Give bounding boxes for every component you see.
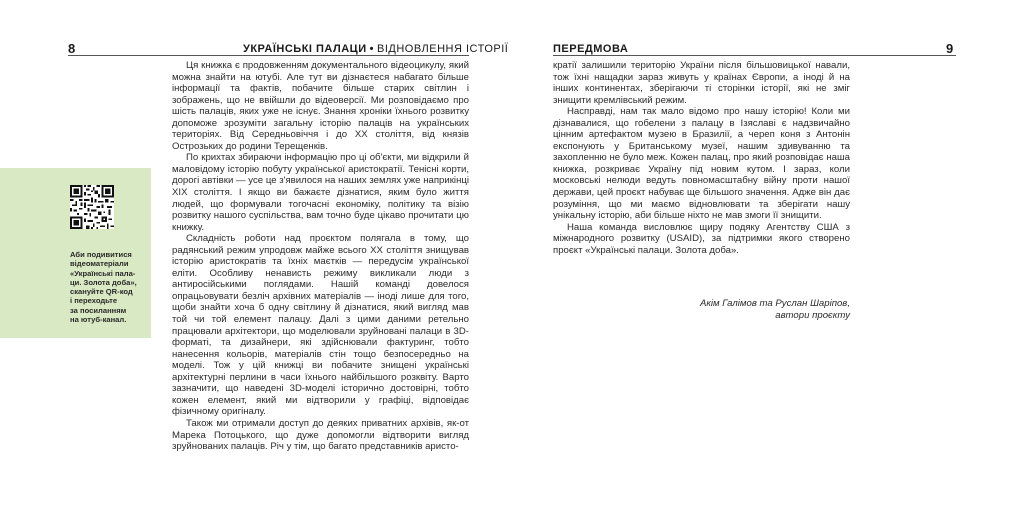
right-page xyxy=(512,0,1024,524)
paragraph: По крихтах збираючи інформацію про ці об'єкти, ми відкрили й маловідому історію побуту української аристократії. Тенісні корти, дорогі автівки — усе це з'явилося на наших землях уже наприкінці XIX століття. І якщо ви бажаєте дізнатися, яким було життя людей, що формували тогочасні економіку, політику та візію розвитку нашого суспільства, вам точно буде цікаво прочитати цю книжку. xyxy=(172,152,469,233)
header-rule-right xyxy=(553,55,956,56)
sidebar-note xyxy=(70,250,148,324)
sidebar-note-line: Аби подивитися xyxy=(70,250,132,259)
paragraph: Ця книжка є продовженням документального відеоцикулу, який можна знайти на ютубі. Але тут ви дізнаєтеся набагато більше інформації та фактів, побачите більше старих світлин і зображень, що не ввійшли до відеоверсії. Ми розповідаємо про шість палаців, яких уже не існує. Знання хроніки їхнього розвитку допоможе зрозуміти загальну історію палаців на українських територіях. Від Середньовіччя і до XX століття, від князів Острозьких до родини Терещенків. xyxy=(172,60,469,152)
running-head-left-part2: ВІДНОВЛЕННЯ ІСТОРІЇ xyxy=(376,43,509,55)
sidebar-note-line: на ютуб-канал. xyxy=(70,315,127,325)
running-head-bullet: • xyxy=(369,43,374,55)
page-number-right: 9 xyxy=(946,41,954,56)
running-head-right: ПЕРЕДМОВА xyxy=(553,43,629,55)
sidebar-note-line: і переходьте xyxy=(70,296,118,306)
sidebar-note-line: відеоматеріали xyxy=(70,259,129,269)
running-head-left-part1: УКРАЇНСЬКІ ПАЛАЦИ xyxy=(243,43,367,55)
sidebar-note-line: «Українські пала- xyxy=(70,268,136,278)
paragraph: Складність роботи над проєктом полягала в тому, що радянський режим упродовж майже всього XX століття знищував історію аристократів та їхніх маєтків — передусім української еліти. Особливу ненависть режиму викликали люди з антиросійськими поглядами. Нашій команді довелося опрацьовувати безліч архівних матеріалів — іноді лише для того, щоби знайти хоча б одну світлину й дізнатися, який вигляд мав той чи той елемент палацу. Далі з цими даними ретельно працювали архітектори, що моделювали зруйновані палаци в 3D-форматі, та дизайнери, які здійснювали фактуринг, тобто нанесення кольорів, матеріалів стін тощо безпосередньо на моделі. Тож у цій книжці ви побачите знищені українські архітектурні перлини в часи їхнього найбільшого розквіту. Варто зазначити, що наведені 3D-моделі історично достовірні, тобто кожен елемент, який ми відтворили у графіці, відповідає фізичному оригіналу. xyxy=(172,233,469,418)
sidebar-note-line: за посиланням xyxy=(70,305,127,315)
running-head-left xyxy=(243,43,508,55)
paragraph: Насправді, нам так мало відомо про нашу історію! Коли ми дізнавалися, що гобелени з палацу в Ізяславі є надзвичайно цінним артефактом музею в Бразилії, а череп коня з Антонін експонують у Британському музеї, нашим здивуванню та захопленню не було меж. Кожен палац, про який розповідає наша книжка, розкриває Україну під новим кутом. І зараз, коли московські нелюди ведуть повномасштабну війну проти нашої держави, цей проєкт набуває ще більшого значення. Адже він дає розуміння, що ми маємо відновлювати та зберігати нашу унікальну історію, аби більше ніхто не мав змоги її знищити. xyxy=(553,106,850,222)
signature xyxy=(700,298,850,322)
body-text-right xyxy=(553,60,850,256)
signature-role: автори проєкту xyxy=(775,310,850,321)
sidebar-note-line: ци. Золота доба», xyxy=(70,277,137,287)
signature-authors: Акім Галімов та Руслан Шаріпов, xyxy=(699,298,850,309)
qr-code[interactable] xyxy=(70,185,114,229)
page-number-left: 8 xyxy=(68,41,76,56)
header-rule-left xyxy=(68,55,469,56)
paragraph: кратії залишили територію України після більшовицької навали, тож їхні нащадки зараз живуть у країнах Європи, а іноді й на інших континентах, зберігаючи ті сторінки історії, які не зміг знищити кремлівський режим. xyxy=(553,60,850,106)
sidebar-note-line: скануйте QR-код xyxy=(70,287,133,297)
body-text-left xyxy=(172,60,469,453)
paragraph: Також ми отримали доступ до деяких приватних архівів, як-от Марека Потоцького, що дуже допомогли відтворити вигляд зруйнованих палаців. Річ у тім, що багато представників аристо- xyxy=(172,417,469,453)
paragraph: Наша команда висловлює щиру подяку Агентству США з міжнародного розвитку (USAID), за підтримки якого створено проєкт «Українські палаци. Золота доба». xyxy=(553,221,850,256)
